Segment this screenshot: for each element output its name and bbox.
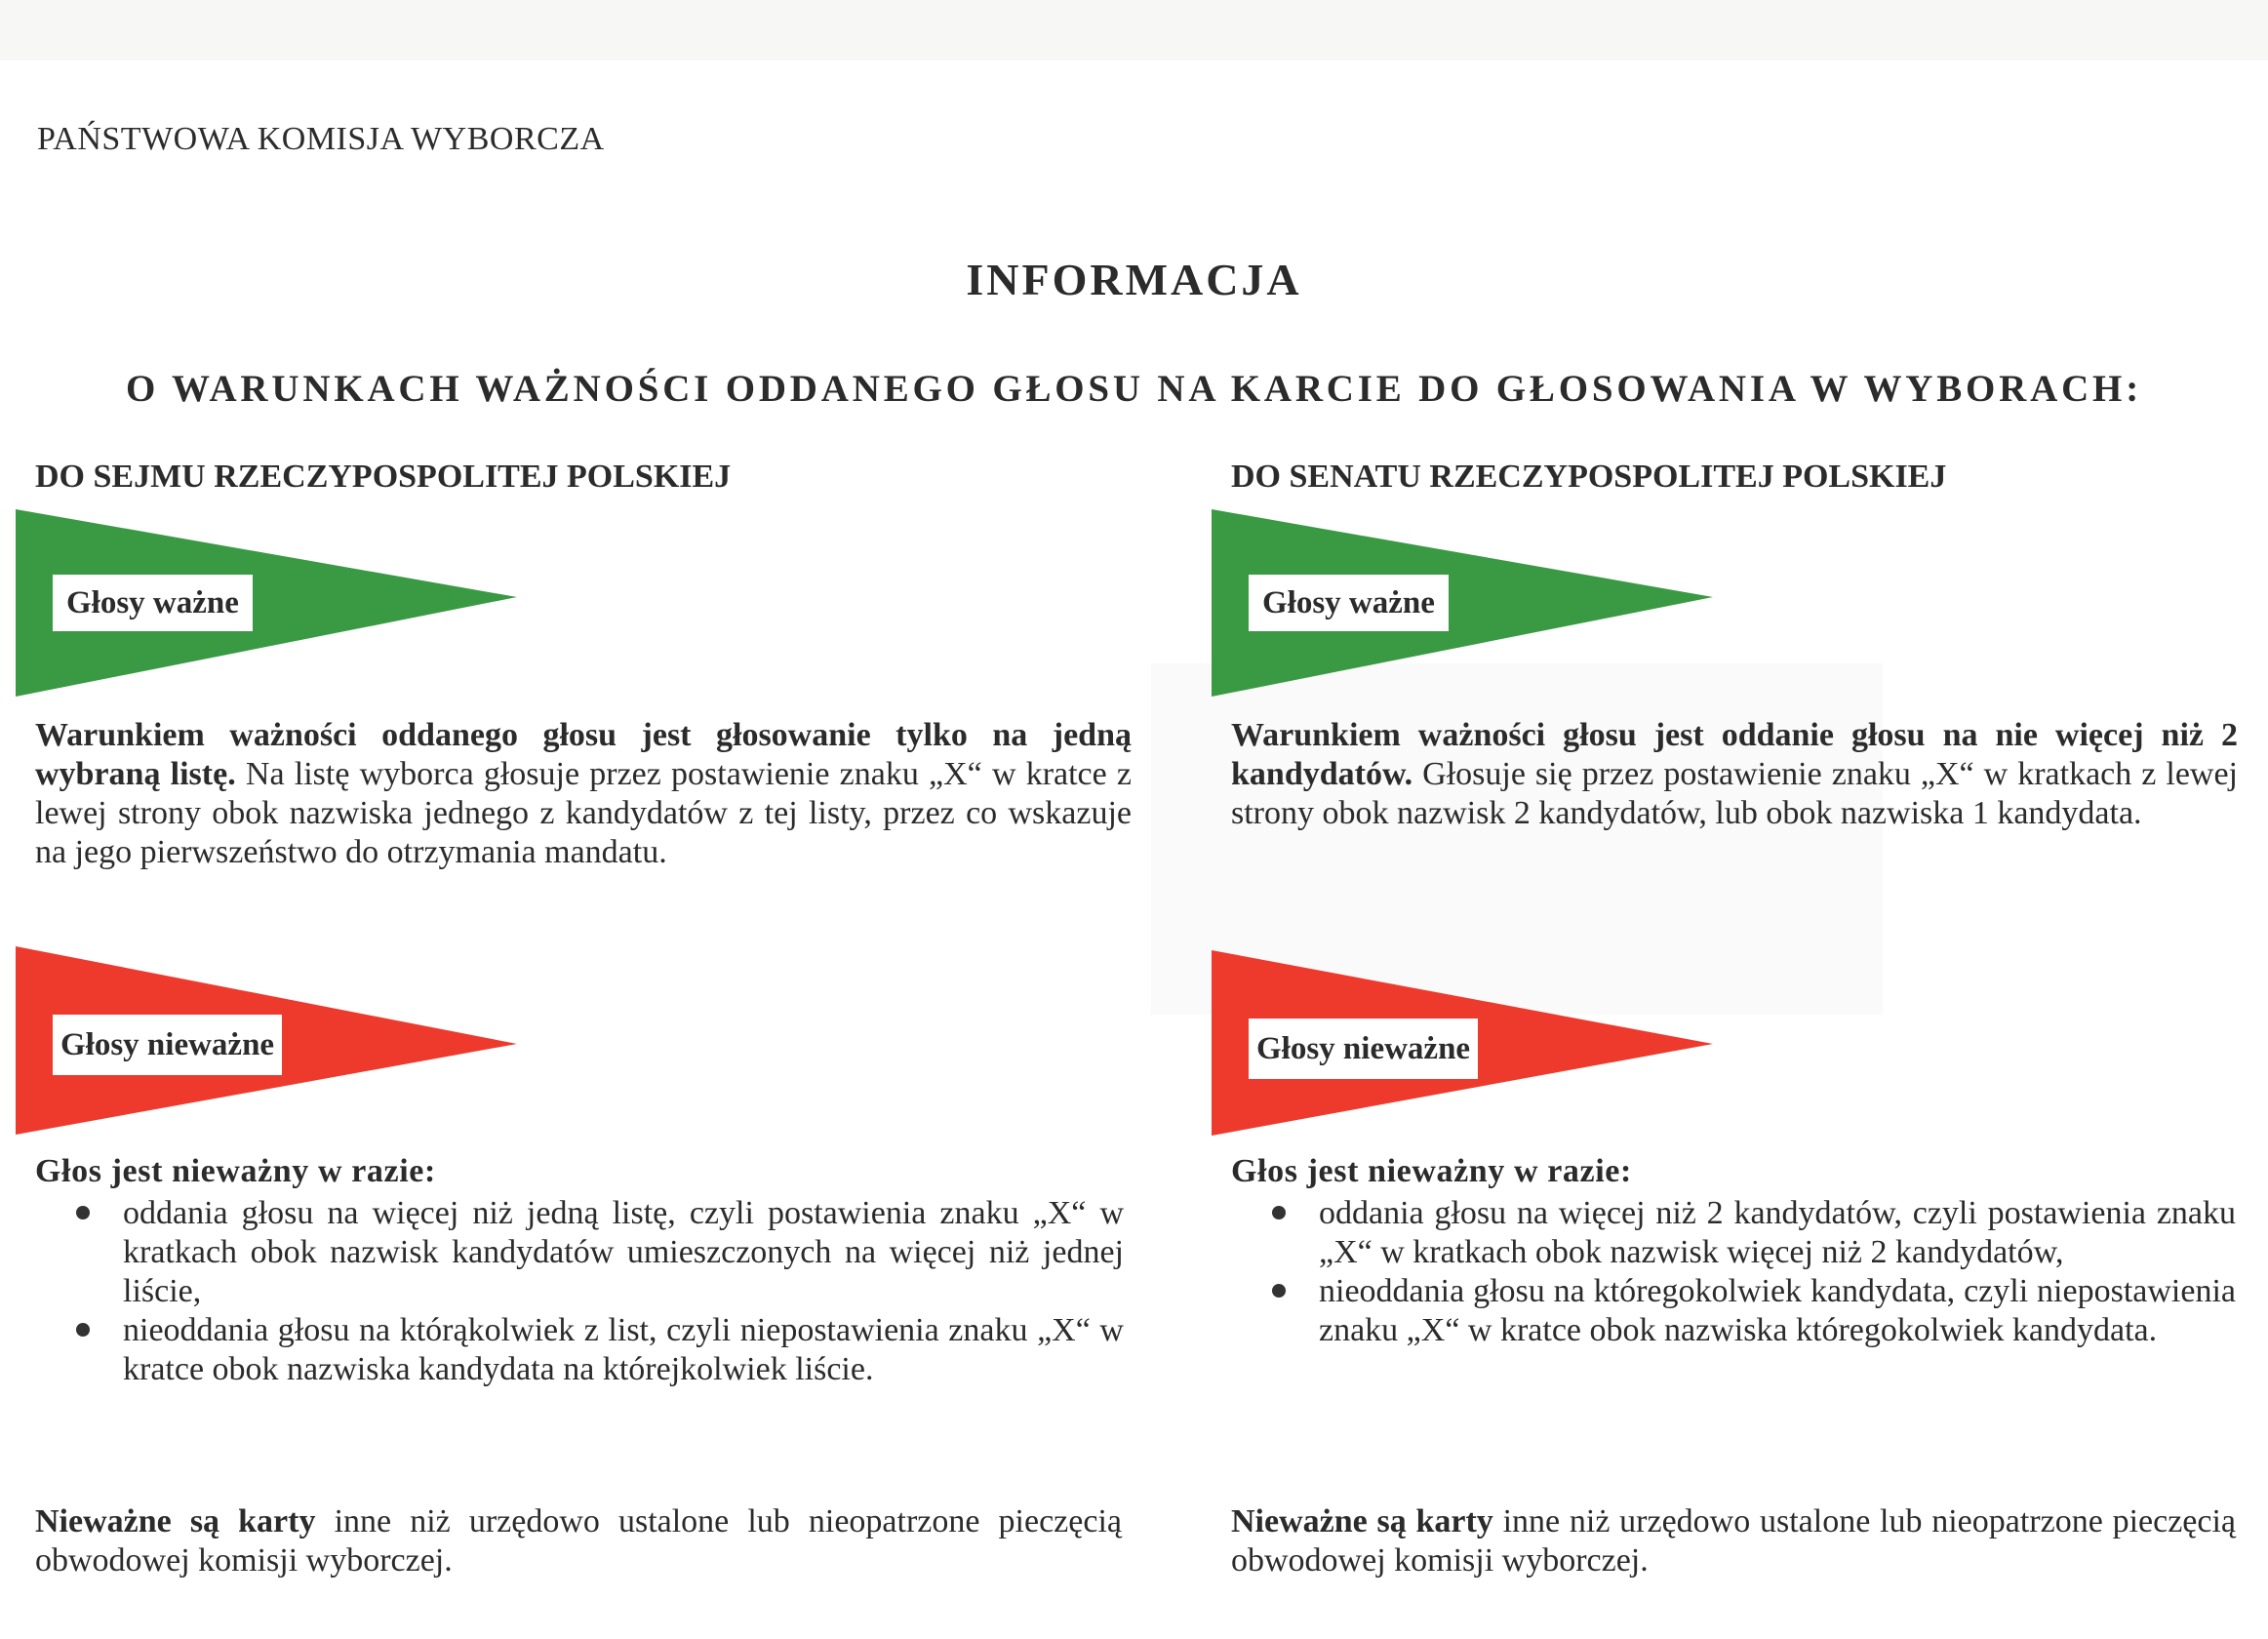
document-subtitle: O WARUNKACH WAŻNOŚCI ODDANEGO GŁOSU NA KARCIE DO GŁOSOWANIA W WYBORACH: [126,368,2142,410]
sejm-invalid-lead: Głos jest nieważny w razie: [35,1153,436,1189]
list-item [35,1311,1124,1389]
sejm-cards-body: inne niż urzędowo ustalone lub nieopatrzone pieczęcią obwodowej komisji wyborczej. [35,1503,1122,1579]
senat-cards-body: inne niż urzędowo ustalone lub nieopatrzone pieczęcią obwodowej komisji wyborczej. [1231,1503,2237,1579]
senat-invalid-label: Głosy nieważne [1249,1019,1478,1079]
sejm-title: DO SEJMU RZECZYPOSPOLITEJ POLSKIEJ [35,459,732,495]
sejm-invalid-list [35,1194,1124,1389]
senat-cards-note [1231,1502,2236,1580]
scan-top-margin [0,0,2268,60]
list-item-text: oddania głosu na więcej niż jedną listę, czyli postawienia znaku „X“ w kratkach obok nazwisk kandydatów umieszczonych na więcej niż jednej liście, [123,1195,1124,1309]
senat-invalid-lead: Głos jest nieważny w razie: [1231,1153,1632,1189]
sejm-invalid-pennant [16,946,523,1137]
sejm-cards-note [35,1502,1122,1580]
sejm-cards-bold: Nieważne są karty [35,1503,316,1539]
senat-invalid-list [1231,1194,2236,1350]
bullet-icon [76,1206,90,1219]
list-item [1231,1194,2236,1272]
senat-valid-pennant [1212,509,1719,700]
sejm-valid-pennant [16,509,523,700]
senat-valid-label: Głosy ważne [1249,575,1449,631]
sejm-valid-bold: Warunkiem ważności oddanego głosu jest głosowanie tylko na jedną wybraną listę. [35,717,1132,792]
list-item-text: nieoddania głosu na którąkolwiek z list, czyli niepostawienia znaku „X“ w kratce obok nazwiska kandydata na którejkolwiek liście. [123,1312,1124,1387]
senat-valid-body: Głosuje się przez postawienie znaku „X“ w kratkach z lewej strony obok nazwisk 2 kandydatów, lub obok nazwiska 1 kandydata. [1231,756,2238,831]
list-item [35,1194,1124,1311]
sejm-invalid-label: Głosy nieważne [53,1015,282,1075]
bullet-icon [1272,1284,1286,1298]
senat-invalid-pennant [1212,950,1719,1140]
organization-name: PAŃSTWOWA KOMISJA WYBORCZA [37,121,605,157]
document-title: INFORMACJA [966,255,1302,304]
list-item-text: oddania głosu na więcej niż 2 kandydatów, czyli postawienia znaku „X“ w kratkach obok nazwisk więcej niż 2 kandydatów, [1319,1195,2236,1270]
senat-valid-bold: Warunkiem ważności głosu jest oddanie głosu na nie więcej niż 2 kandydatów. [1231,717,2238,792]
bullet-icon [76,1323,90,1337]
senat-title: DO SENATU RZECZYPOSPOLITEJ POLSKIEJ [1231,459,1947,495]
list-item-text: nieoddania głosu na któregokolwiek kandydata, czyli niepostawienia znaku „X“ w kratce obok nazwiska któregokolwiek kandydata. [1319,1273,2236,1348]
sejm-valid-text [35,716,1132,872]
sejm-valid-label: Głosy ważne [53,575,253,631]
bullet-icon [1272,1206,1286,1219]
senat-cards-bold: Nieważne są karty [1231,1503,1493,1539]
list-item [1231,1272,2236,1350]
senat-valid-text [1231,716,2238,833]
sejm-valid-body: Na listę wyborca głosuje przez postawienie znaku „X“ w kratce z lewej strony obok nazwiska jednego z kandydatów z tej listy, przez co wskazuje na jego pierwszeństwo do otrzymania mandatu. [35,756,1133,870]
